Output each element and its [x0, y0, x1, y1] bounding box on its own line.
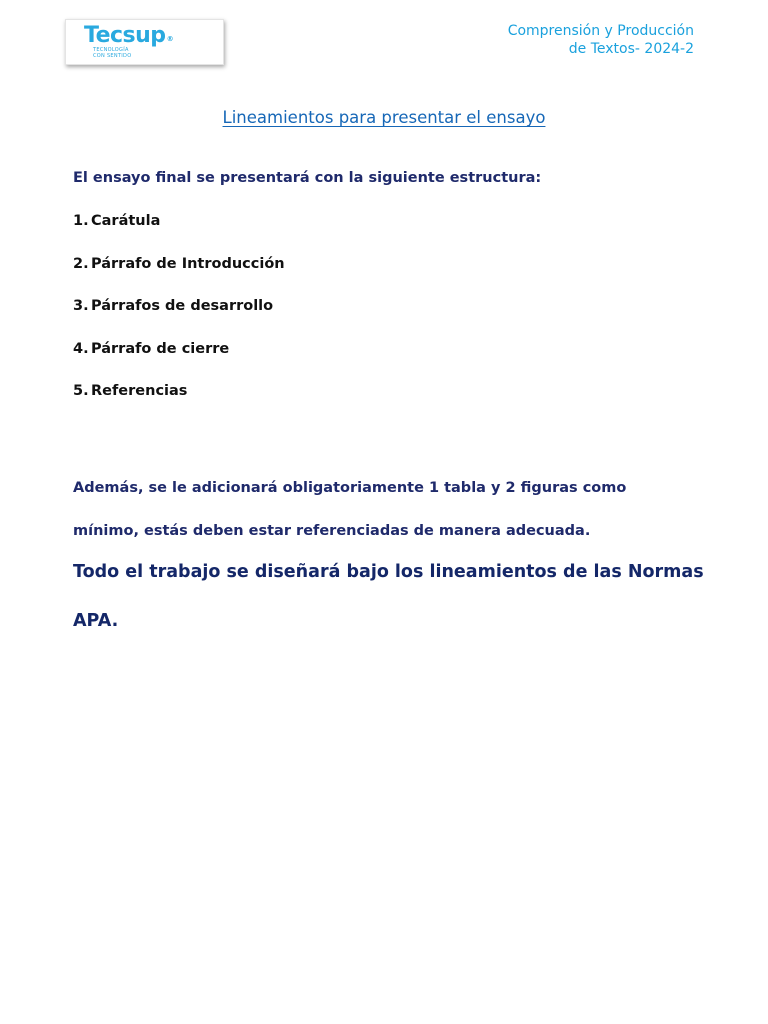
- apa-paragraph: Todo el trabajo se diseñará bajo los lineamientos de las Normas APA.: [73, 562, 704, 631]
- course-header: [508, 22, 694, 58]
- list-item-number: 1.: [73, 213, 89, 229]
- list-item-number: 3.: [73, 298, 89, 315]
- intro-text: El ensayo final se presentará con la siguiente estructura:: [73, 170, 542, 186]
- list-item-label: Referencias: [91, 383, 188, 400]
- list-item: [73, 383, 285, 426]
- structure-list: [73, 213, 285, 426]
- logo-tagline: [93, 47, 131, 59]
- requirements-paragraph: Además, se le adicionará obligatoriamente 1 tabla y 2 figuras como mínimo, estás deben estar referenciadas de manera adecuada.: [73, 480, 627, 539]
- logo-registered-mark: ®: [166, 35, 174, 43]
- tecsup-logo: [65, 19, 224, 65]
- list-item: [73, 341, 285, 384]
- list-item-number: 5.: [73, 383, 89, 400]
- course-title-line1: Comprensión y Producción: [507, 23, 694, 39]
- list-item: [73, 256, 285, 299]
- list-item-label: Carátula: [91, 213, 161, 229]
- logo-tagline-line1: TECNOLOGÍA: [93, 47, 129, 53]
- list-item: [73, 298, 285, 341]
- list-item-number: 2.: [73, 255, 89, 272]
- document-title: Lineamientos para presentar el ensayo: [222, 108, 546, 127]
- logo-wordmark: Tecsup: [84, 23, 166, 48]
- logo-tagline-line2: CON SENTIDO: [93, 53, 132, 59]
- list-item-label: Párrafos de desarrollo: [91, 298, 274, 315]
- list-item-number: 4.: [73, 340, 89, 357]
- course-title-line2: de Textos- 2024-2: [568, 41, 694, 57]
- list-item: [73, 213, 285, 256]
- list-item-label: Párrafo de Introducción: [91, 255, 285, 272]
- list-item-label: Párrafo de cierre: [91, 340, 230, 357]
